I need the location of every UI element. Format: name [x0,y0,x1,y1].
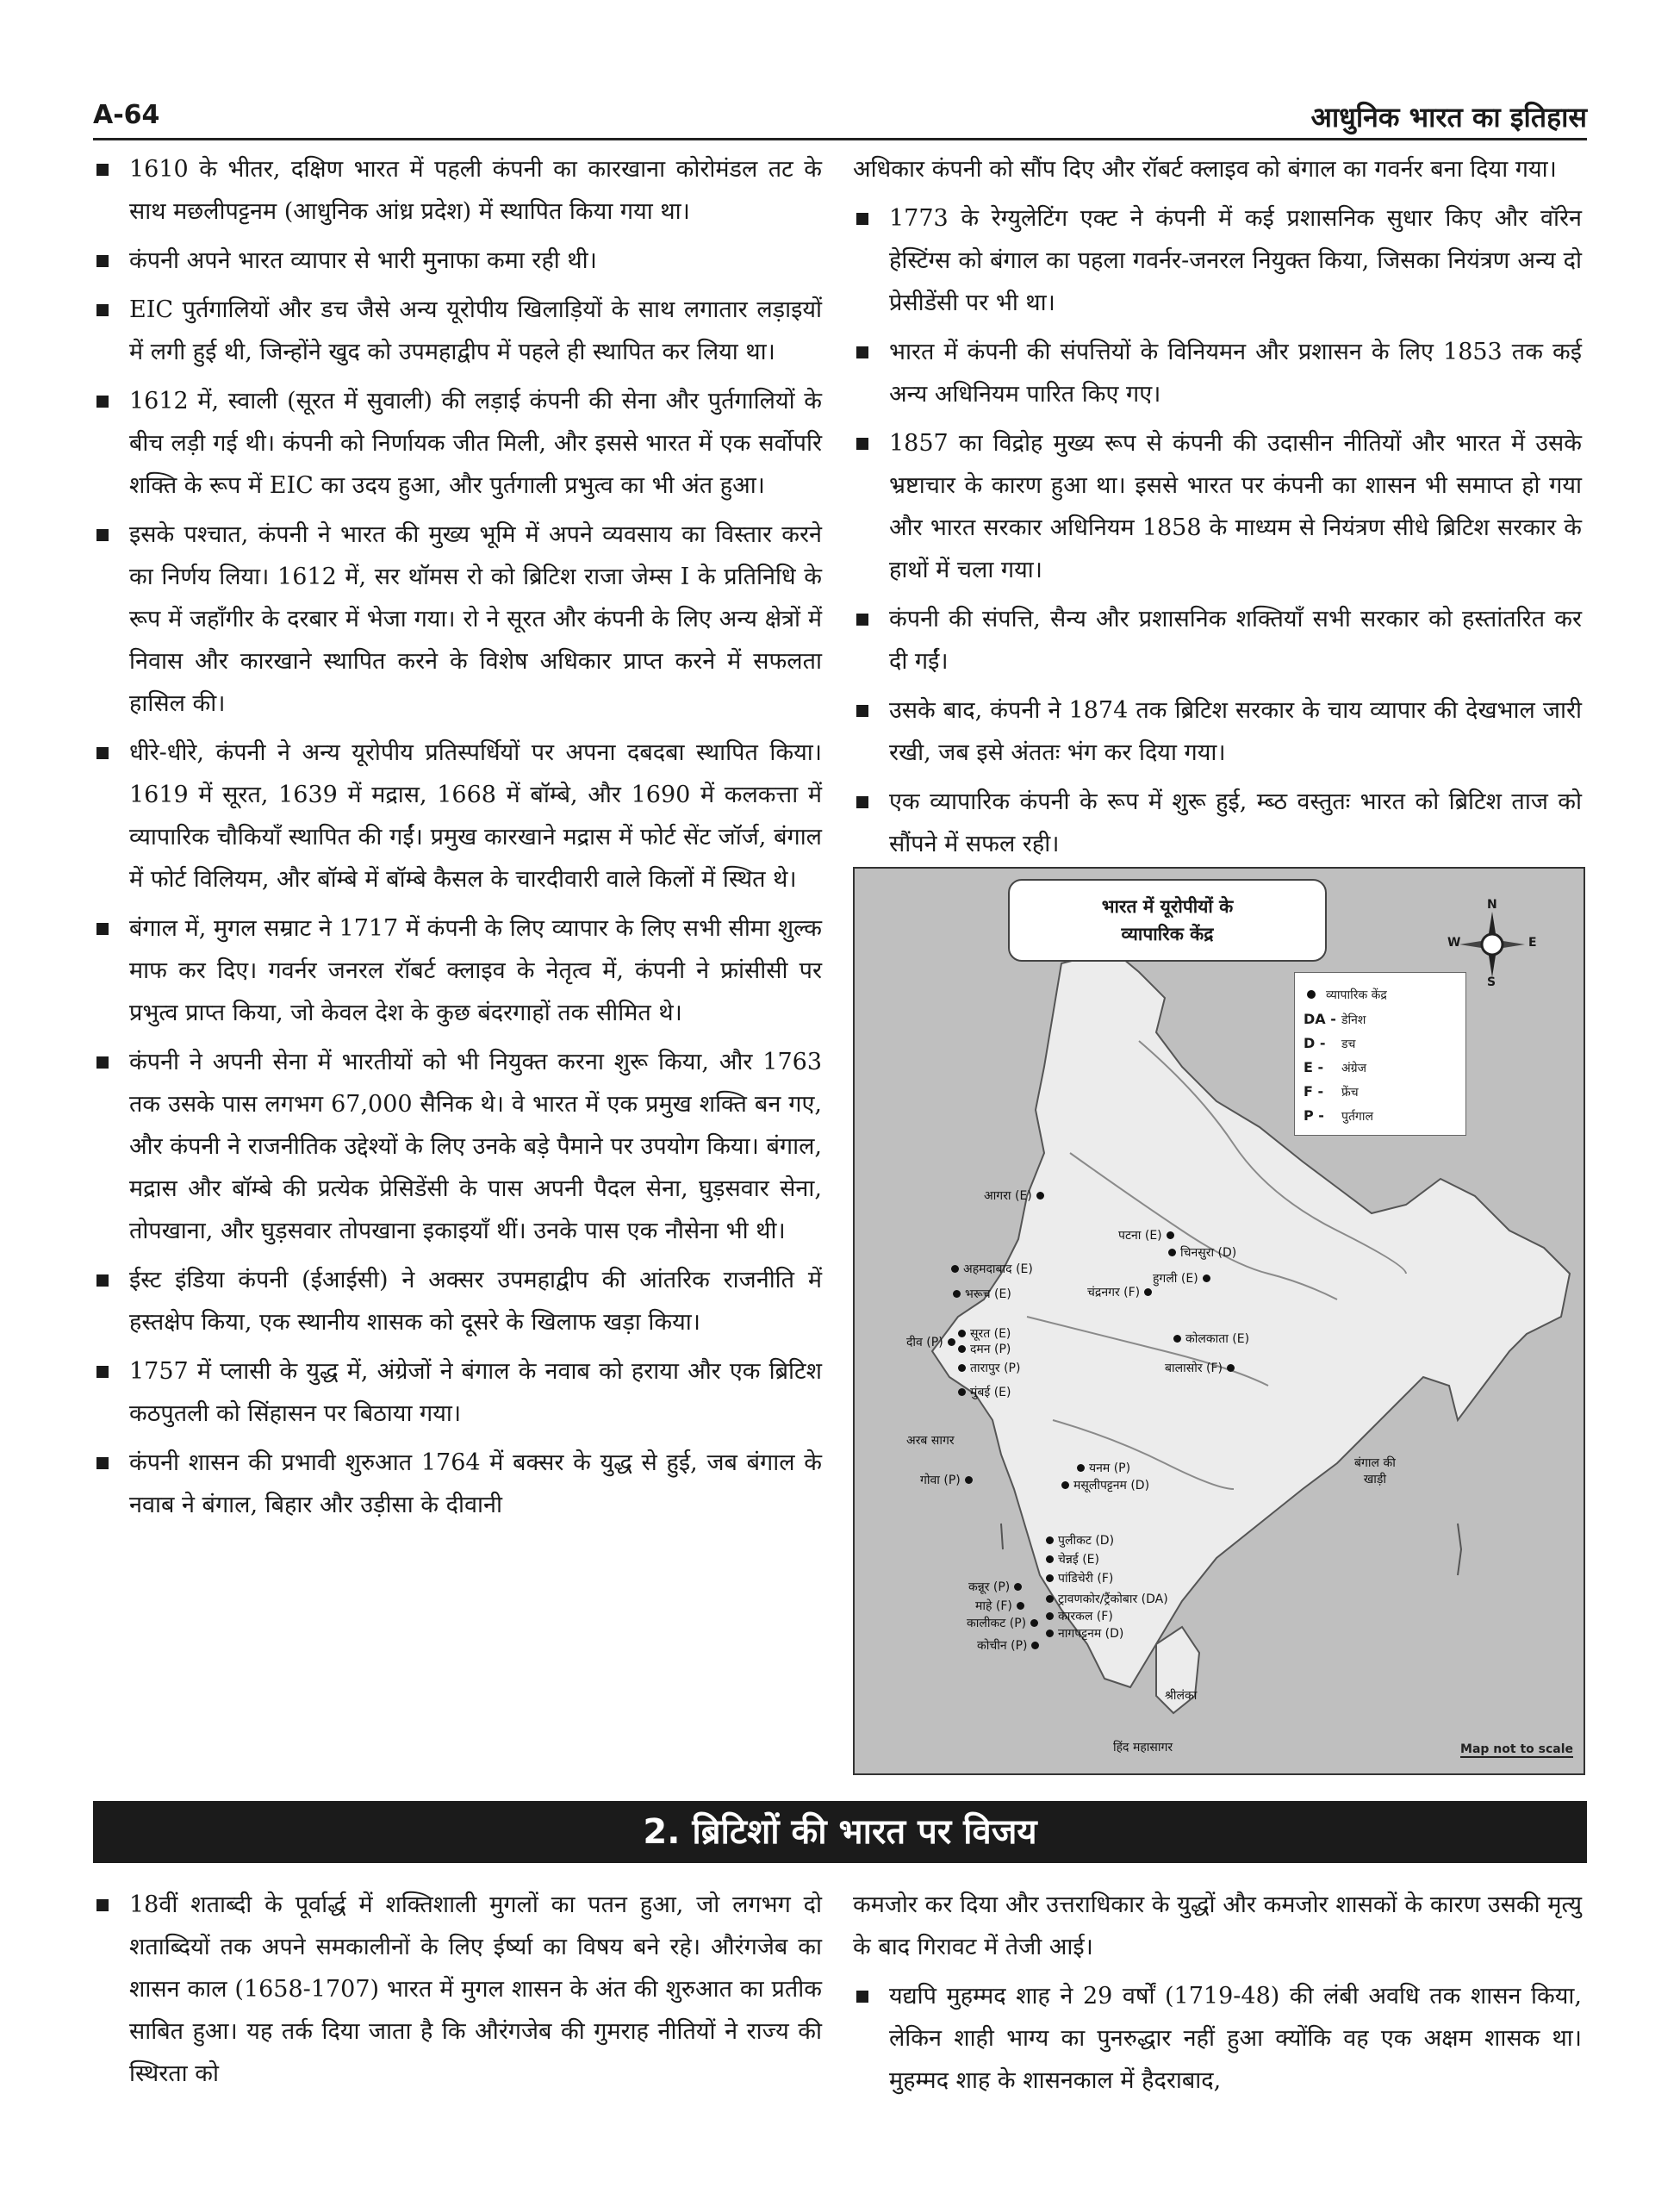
sea-label-line: बंगाल की [1354,1456,1396,1470]
compass-west-label: W [1447,936,1461,950]
lakshadweep-islands [1001,1524,1003,1549]
place-chandernagar: चंद्रनगर (F) [1087,1286,1141,1299]
bullet-paragraph: बंगाल में, मुगल सम्राट ने 1717 में कंपनी के लिए व्यापार के लिए सभी सीमा शुल्क माफ कर दिए। गवर्नर जनरल रॉबर्ट क्लाइव के नेतृत्व में, कंपनी ने फ्रांसीसी पर प्रभुत्व प्राप्त किया, जो केवल देश के कुछ बंदरगाहों तक सीमित थे। [93,907,822,1034]
legend-label: व्यापारिक केंद्र [1326,988,1387,1002]
place-surat: सूरत (E) [970,1327,1011,1341]
bullet-paragraph: कंपनी शासन की प्रभावी शुरुआत 1764 में बक्सर के युद्ध से हुई, जब बंगाल के नवाब ने बंगाल, बिहार और उड़ीसा के दीवानी [93,1442,822,1526]
legend-label: डेनिश [1341,1013,1366,1027]
place-goa: गोवा (P) [920,1474,961,1487]
legend-row [1304,1007,1457,1031]
legend-label: पुर्तगाल [1341,1110,1373,1124]
legend-label: फ्रेंच [1341,1086,1359,1100]
bullet-paragraph: EIC पुर्तगालियों और डच जैसे अन्य यूरोपीय खिलाड़ियों के साथ लगातार लड़ाइयों में लगी हुई थी, जिन्होंने खुद को उपमहाद्वीप में पहले ही स्थापित कर लिया था। [93,289,822,373]
bullet-paragraph: कंपनी की संपत्ति, सैन्य और प्रशासनिक शक्तियाँ सभी सरकार को हस्तांतरित कर दी गईं। [853,598,1582,682]
sea-label-bay-of-bengal [1354,1455,1396,1487]
place-mumbai: मुंबई (E) [970,1386,1011,1399]
compass-south-label: S [1487,975,1496,989]
place-diu: दीव (P) [906,1336,943,1349]
place-nagapattinam: नागपट्टनम (D) [1058,1627,1124,1641]
place-patna: पटना (E) [1118,1229,1162,1243]
place-mahe: माहे (F) [975,1599,1012,1613]
legend-code: P - [1304,1107,1324,1124]
book-title: आधुनिक भारत का इतिहास [1310,101,1587,134]
map-title-line: व्यापारिक केंद्र [1121,924,1214,944]
legend-code: D - [1304,1035,1326,1051]
place-pondicherry: पांडिचेरी (F) [1058,1572,1114,1586]
bullet-paragraph: 18वीं शताब्दी के पूर्वार्द्ध में शक्तिशाली मुगलों का पतन हुआ, जो लगभग दो शताब्दियों तक अपने समकालीनों के लिए ईर्ष्या का विषय बने रहे। औरंगजेब का शासन काल (1658-1707) भारत में मुगल शासन के अंत की शुरुआत का प्रतीक साबित हुआ। यह तर्क दिया जाता है कि औरंगजेब की गुमराह नीतियों ने राज्य की स्थिरता को [93,1884,822,2095]
place-kolkata: कोलकाता (E) [1185,1332,1250,1346]
bullet-paragraph: 1612 में, स्वाली (सूरत में सुवाली) की लड़ाई कंपनी की सेना और पुर्तगालियों के बीच लड़ी गई थी। कंपनी को निर्णायक जीत मिली, और इससे भारत में एक सर्वोपरि शक्ति के रूप में EIC का उदय हुआ, और पुर्तगाली प्रभुत्व का भी अंत हुआ। [93,380,822,507]
bullet-paragraph: उसके बाद, कंपनी ने 1874 तक ब्रिटिश सरकार के चाय व्यापार की देखभाल जारी रखी, जब इसे अंततः भंग कर दिया गया। [853,689,1582,774]
column-left-bottom [93,1884,822,2102]
legend-row [1304,1104,1457,1128]
sea-label-line: खाड़ी [1363,1473,1387,1486]
bullet-paragraph: 1857 का विद्रोह मुख्य रूप से कंपनी की उदासीन नीतियों और भारत में उसके भ्रष्टाचार के कारण हुआ था। इससे भारत पर कंपनी का शासन भी समाप्त हो गया और भारत सरकार अधिनियम 1858 के माध्यम से नियंत्रण सीधे ब्रिटिश सरकार के हाथों में चला गया। [853,422,1582,591]
bullet-paragraph: कंपनी अपने भारत व्यापार से भारी मुनाफा कमा रही थी। [93,240,822,282]
bullet-paragraph: भारत में कंपनी की संपत्तियों के विनियमन और प्रशासन के लिए 1853 तक कई अन्य अधिनियम पारित किए गए। [853,331,1582,415]
bullet-paragraph: इसके पश्चात, कंपनी ने भारत की मुख्य भूमि में अपने व्यवसाय का विस्तार करने का निर्णय लिया। 1612 में, सर थॉमस रो को ब्रिटिश राजा जेम्स I के प्रतिनिधि के रूप में जहाँगीर के दरबार में भेजा गया। रो ने सूरत और कंपनी के लिए अन्य क्षेत्रों में निवास और कारखाने स्थापित करने के विशेष अधिकार प्राप्त करने में सफलता हासिल की। [93,514,822,725]
place-yanam: यनम (P) [1089,1461,1131,1475]
bullet-paragraph: यद्यपि मुहम्मद शाह ने 29 वर्षों (1719-48) की लंबी अवधि तक शासन किया, लेकिन शाही भाग्य का पुनरुद्धार नहीं हुआ क्योंकि वह एक अक्षम शासक था। मुहम्मद शाह के शासनकाल में हैदराबाद, [853,1975,1582,2102]
india-map-outline [855,869,1584,1773]
bullet-paragraph: 1610 के भीतर, दक्षिण भारत में पहली कंपनी का कारखाना कोरोमंडल तट के साथ मछलीपट्टनम (आधुनिक आंध्र प्रदेश) में स्थापित किया गया था। [93,148,822,233]
place-tranquebar: ट्रावणकोर/ट्रैंकोबार (DA) [1058,1592,1168,1606]
place-kannur: कन्नूर (P) [968,1580,1011,1594]
continued-paragraph: अधिकार कंपनी को सौंप दिए और रॉबर्ट क्लाइव को बंगाल का गवर्नर बना दिया गया। [853,156,1557,183]
page-header [93,95,1587,140]
legend-code: DA - [1304,1011,1336,1027]
legend-label: अंग्रेज [1341,1062,1366,1075]
bullet-paragraph: ईस्ट इंडिया कंपनी (ईआईसी) ने अक्सर उपमहाद्वीप की आंतरिक राजनीति में हस्तक्षेप किया, एक स्थानीय शासक को दूसरे के खिलाफ खड़ा किया। [93,1259,822,1343]
sea-label-indian-ocean: हिंद महासागर [1113,1741,1173,1754]
place-masulipatnam: मसूलीपट्टनम (D) [1073,1479,1150,1492]
map-title [1008,879,1327,962]
legend-row [1304,1056,1457,1080]
map-title-line: भारत में यूरोपीयों के [1101,896,1234,917]
legend-label: डच [1341,1038,1356,1051]
page-number: A-64 [93,100,160,130]
place-ahmedabad: अहमदाबाद (E) [963,1262,1033,1276]
bullet-paragraph: 1757 में प्लासी के युद्ध में, अंग्रेजों ने बंगाल के नवाब को हराया और एक ब्रिटिश कठपुतली को सिंहासन पर बिठाया गया। [93,1350,822,1435]
place-daman: दमन (P) [970,1343,1011,1356]
place-bharuch: भरूच (E) [965,1287,1011,1301]
bullet-paragraph: कंपनी ने अपनी सेना में भारतीयों को भी नियुक्त करना शुरू किया, और 1763 तक उसके पास लगभग 67,000 सैनिक थे। वे भारत में एक प्रमुख शक्ति बन गए, और कंपनी ने राजनीतिक उद्देश्यों के लिए उनके बड़े पैमाने पर उपयोग किया। बंगाल, मद्रास और बॉम्बे की प्रत्येक प्रेसिडेंसी के पास अपनी पैदल सेना, घुड़सवार सेना, तोपखाना, और घुड़सवार तोपखाना इकाइयाँ थीं। उनके पास एक नौसेना भी थी। [93,1041,822,1252]
andaman-islands [1458,1524,1461,1575]
bullet-paragraph: धीरे-धीरे, कंपनी ने अन्य यूरोपीय प्रतिस्पर्धियों पर अपना दबदबा स्थापित किया। 1619 में सूरत, 1639 में मद्रास, 1668 में बॉम्बे, और 1690 में कलकत्ता में व्यापारिक चौकियाँ स्थापित की गईं। प्रमुख कारखाने मद्रास में फोर्ट सेंट जॉर्ज, बंगाल में फोर्ट विलियम, और बॉम्बे में बॉम्बे कैसल के चारदीवारी वाले किलों में स्थित थे। [93,732,822,900]
column-right-bottom [853,1884,1582,2109]
place-cochin: कोचीन (P) [977,1639,1028,1653]
trade-centre-dot-icon [1307,990,1316,999]
place-agra: आगरा (E) [984,1189,1032,1203]
place-chinsura: चिनसुरा (D) [1180,1246,1237,1260]
legend-code: F - [1304,1083,1324,1100]
section-heading: 2. ब्रिटिशों की भारत पर विजय [93,1801,1587,1863]
legend-code: E - [1304,1059,1324,1075]
continued-paragraph: कमजोर कर दिया और उत्तराधिकार के युद्धों और कमजोर शासकों के कारण उसकी मृत्यु के बाद गिरावट में तेजी आई। [853,1891,1582,1960]
place-pulicat: पुलीकट (D) [1058,1534,1115,1548]
legend-row [1304,1031,1457,1056]
column-left-top [93,148,822,1533]
column-right-top [853,148,1582,872]
place-chennai: चेन्नई (E) [1058,1553,1099,1567]
place-srilanka: श्रीलंका [1165,1689,1198,1703]
trade-centres-map [853,867,1585,1775]
legend-row [1304,1080,1457,1104]
sea-label-arabian: अरब सागर [906,1434,955,1448]
place-hugli: हुगली (E) [1153,1272,1198,1286]
place-tarapur: तारापुर (P) [970,1362,1021,1375]
compass-north-label: N [1487,898,1497,912]
place-balasore: बालासोर (F) [1165,1362,1223,1375]
legend-row [1304,983,1457,1007]
india-landmass [932,950,1570,1687]
map-scale-note: Map not to scale [1460,1742,1573,1756]
place-karaikal: कारकल (F) [1058,1610,1113,1623]
bullet-paragraph: एक व्यापारिक कंपनी के रूप में शुरू हुई, म्ब्ठ वस्तुतः भारत को ब्रिटिश ताज को सौंपने में सफल रही। [853,781,1582,865]
compass-east-label: E [1528,936,1537,950]
place-calicut: कालीकट (P) [967,1617,1027,1630]
map-legend [1294,972,1466,1136]
bullet-paragraph: 1773 के रेग्युलेटिंग एक्ट ने कंपनी में कई प्रशासनिक सुधार किए और वॉरेन हेस्टिंग्स को बंगाल का पहला गवर्नर-जनरल नियुक्त किया, जिसका नियंत्रण अन्य दो प्रेसीडेंसी पर भी था। [853,197,1582,324]
